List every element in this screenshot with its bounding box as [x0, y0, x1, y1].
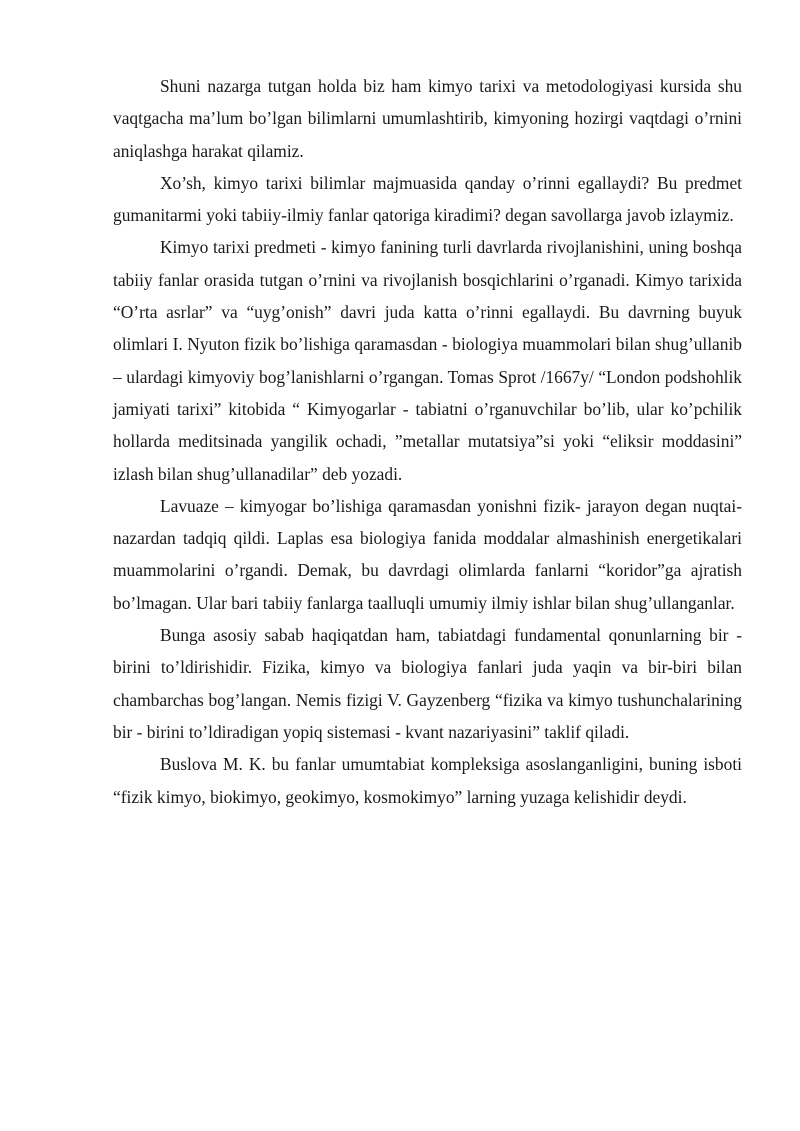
- document-page: [113, 70, 742, 813]
- paragraph-2: Xo’sh, kimyo tarixi bilimlar majmuasida qanday o’rinni egallaydi? Bu predmet gumanitarmi yoki tabiiy-ilmiy fanlar qatoriga kiradimi? degan savollarga javob izlaymiz.: [113, 172, 742, 226]
- paragraph-3: Kimyo tarixi predmeti - kimyo fanining turli davrlarda rivojlanishini, uning boshqa tabiiy fanlar orasida tutgan o’rnini va rivojlanish bosqichlarini o’rganadi. Kimyo tarixida “O’rta asrlar” va “uyg’onish” davri juda katta o’rinni egallaydi. Bu davrning buyuk olimlari I. Nyuton fizik bo’lishiga qaramasdan - biologiya muammolari bilan shug’ullanib – ulardagi kimyoviy bog’lanishlarni o’rgangan. Tomas Sprot /1667y/ “London podshohlik jamiyati tarixi” kitobida “ Kimyogarlar - tabiatni o’rganuvchilar bo’lib, ular ko’pchilik hollarda meditsinada yangilik ochadi, ”metallar mutatsiya”si yoki “eliksir moddasini” izlash bilan shug’ullanadilar” deb yozadi.: [113, 237, 742, 484]
- paragraph-1: Shuni nazarga tutgan holda biz ham kimyo tarixi va metodologiyasi kursida shu vaqtgacha ma’lum bo’lgan bilimlarni umumlashtirib, kimyoning hozirgi vaqtdagi o’rnini aniqlashga harakat qilamiz.: [113, 76, 742, 161]
- paragraph-6: Buslova M. K. bu fanlar umumtabiat kompleksiga asoslanganligini, buning isboti “fizik kimyo, biokimyo, geokimyo, kosmokimyo” larning yuzaga kelishidir deydi.: [113, 754, 742, 807]
- paragraph-5: Bunga asosiy sabab haqiqatdan ham, tabiatdagi fundamental qonunlarning bir - birini to’ldirishidir. Fizika, kimyo va biologiya fanlari juda yaqin va bir-biri bilan chambarchas bog’langan. Nemis fizigi V. Gayzenberg “fizika va kimyo tushunchalarining bir - birini to’ldiradigan yopiq sistemasi - kvant nazariyasini” taklif qiladi.: [113, 625, 742, 742]
- paragraph-4: Lavuaze – kimyogar bo’lishiga qaramasdan yonishni fizik- jarayon degan nuqtai-nazardan tadqiq qildi. Laplas esa biologiya fanida moddalar almashinish energetikalari muammolarini o’rgandi. Demak, bu davrdagi olimlarda fanlarni “koridor”ga ajratish bo’lmagan. Ular bari tabiiy fanlarga taalluqli umumiy ilmiy ishlar bilan shug’ullanganlar.: [113, 495, 742, 613]
